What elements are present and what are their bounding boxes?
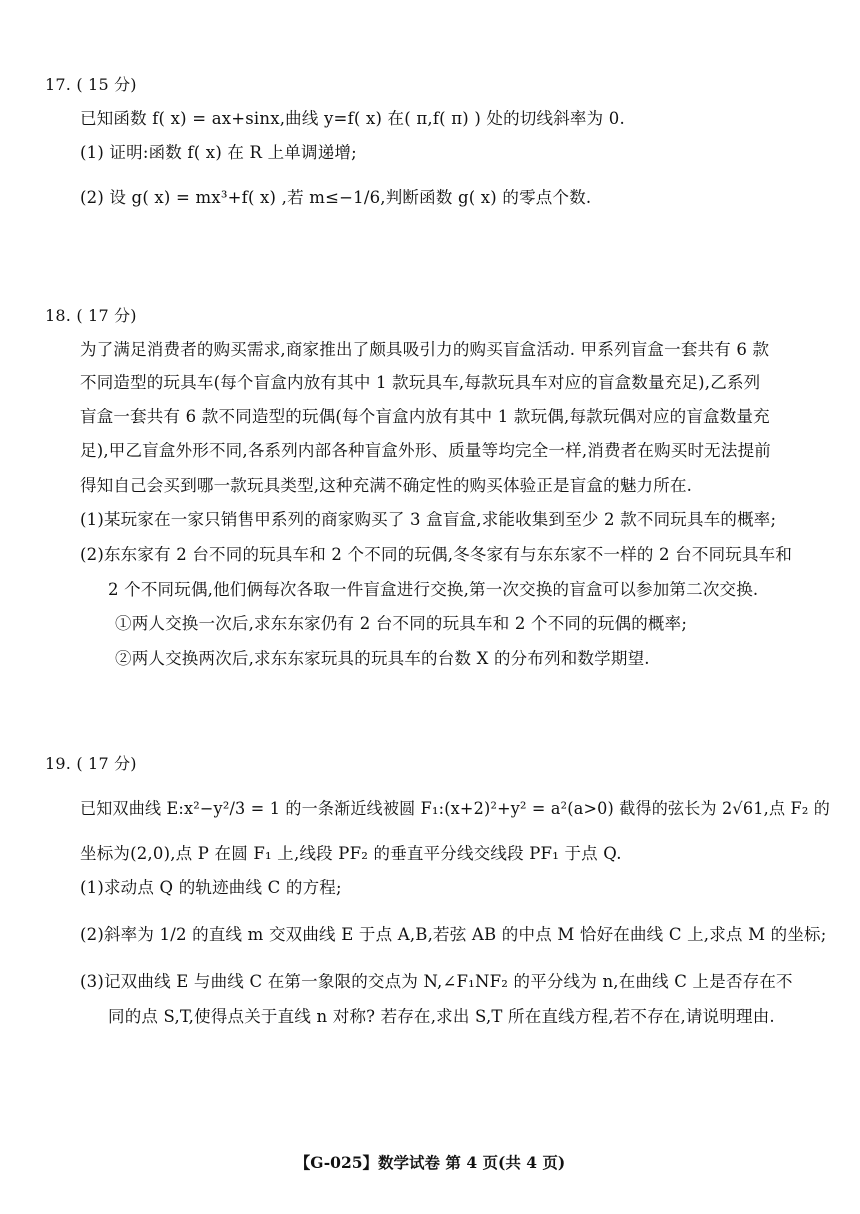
- q17-line-1: 已知函数 f( x) = ax+sinx,曲线 y=f( x) 在( π,f( π) ) 处的切线斜率为 0.: [80, 109, 625, 128]
- q18-line-6: (1)某玩家在一家只销售甲系列的商家购买了 3 盒盲盒,求能收集到至少 2 款不同玩具车的概率;: [80, 510, 777, 529]
- q18-line-10: ②两人交换两次后,求东东家玩具的玩具车的台数 X 的分布列和数学期望.: [115, 649, 650, 668]
- q18-line-7: (2)东东家有 2 台不同的玩具车和 2 个不同的玩偶,冬冬家有与东东家不一样的 2 台不同玩具车和: [80, 545, 793, 564]
- q19-line-4: (2)斜率为 1/2 的直线 m 交双曲线 E 于点 A,B,若弦 AB 的中点 M 恰好在曲线 C 上,求点 M 的坐标;: [80, 925, 827, 944]
- q17-header: 17. ( 15 分): [45, 75, 137, 94]
- q18-header: 18. ( 17 分): [45, 306, 137, 325]
- q19-header: 19. ( 17 分): [45, 754, 137, 773]
- q17-line-2: (1) 证明:函数 f( x) 在 R 上单调递增;: [80, 143, 357, 162]
- q18-line-9: ①两人交换一次后,求东东家仍有 2 台不同的玩具车和 2 个不同的玩偶的概率;: [115, 614, 688, 633]
- q19-line-5: (3)记双曲线 E 与曲线 C 在第一象限的交点为 N,∠F₁NF₂ 的平分线为 n,在曲线 C 上是否存在不: [80, 972, 793, 991]
- q17-line-3: (2) 设 g( x) = mx³+f( x) ,若 m≤−1/6,判断函数 g( x) 的零点个数.: [80, 188, 592, 207]
- q19-line-3: (1)求动点 Q 的轨迹曲线 C 的方程;: [80, 878, 342, 897]
- q18-line-1: 为了满足消费者的购买需求,商家推出了颇具吸引力的购买盲盒活动. 甲系列盲盒一套共有 6 款: [80, 340, 770, 359]
- q19-line-2: 坐标为(2,0),点 P 在圆 F₁ 上,线段 PF₂ 的垂直平分线交线段 PF₁ 于点 Q.: [80, 844, 622, 863]
- q19-line-6: 同的点 S,T,使得点关于直线 n 对称? 若存在,求出 S,T 所在直线方程,若不存在,请说明理由.: [108, 1007, 775, 1026]
- q18-line-8: 2 个不同玩偶,他们俩每次各取一件盲盒进行交换,第一次交换的盲盒可以参加第二次交换.: [108, 580, 759, 599]
- q18-line-4: 足),甲乙盲盒外形不同,各系列内部各种盲盒外形、质量等均完全一样,消费者在购买时无法提前: [80, 441, 771, 460]
- page-footer: 【G-025】数学试卷 第 4 页(共 4 页): [294, 1153, 566, 1172]
- q18-line-2: 不同造型的玩具车(每个盲盒内放有其中 1 款玩具车,每款玩具车对应的盲盒数量充足),乙系列: [80, 373, 761, 392]
- q18-line-5: 得知自己会买到哪一款玩具类型,这种充满不确定性的购买体验正是盲盒的魅力所在.: [80, 476, 693, 495]
- q18-line-3: 盲盒一套共有 6 款不同造型的玩偶(每个盲盒内放有其中 1 款玩偶,每款玩偶对应的盲盒数量充: [80, 407, 770, 426]
- q19-line-1: 已知双曲线 E:x²−y²/3 = 1 的一条渐近线被圆 F₁:(x+2)²+y² = a²(a>0) 截得的弦长为 2√61,点 F₂ 的: [80, 799, 831, 818]
